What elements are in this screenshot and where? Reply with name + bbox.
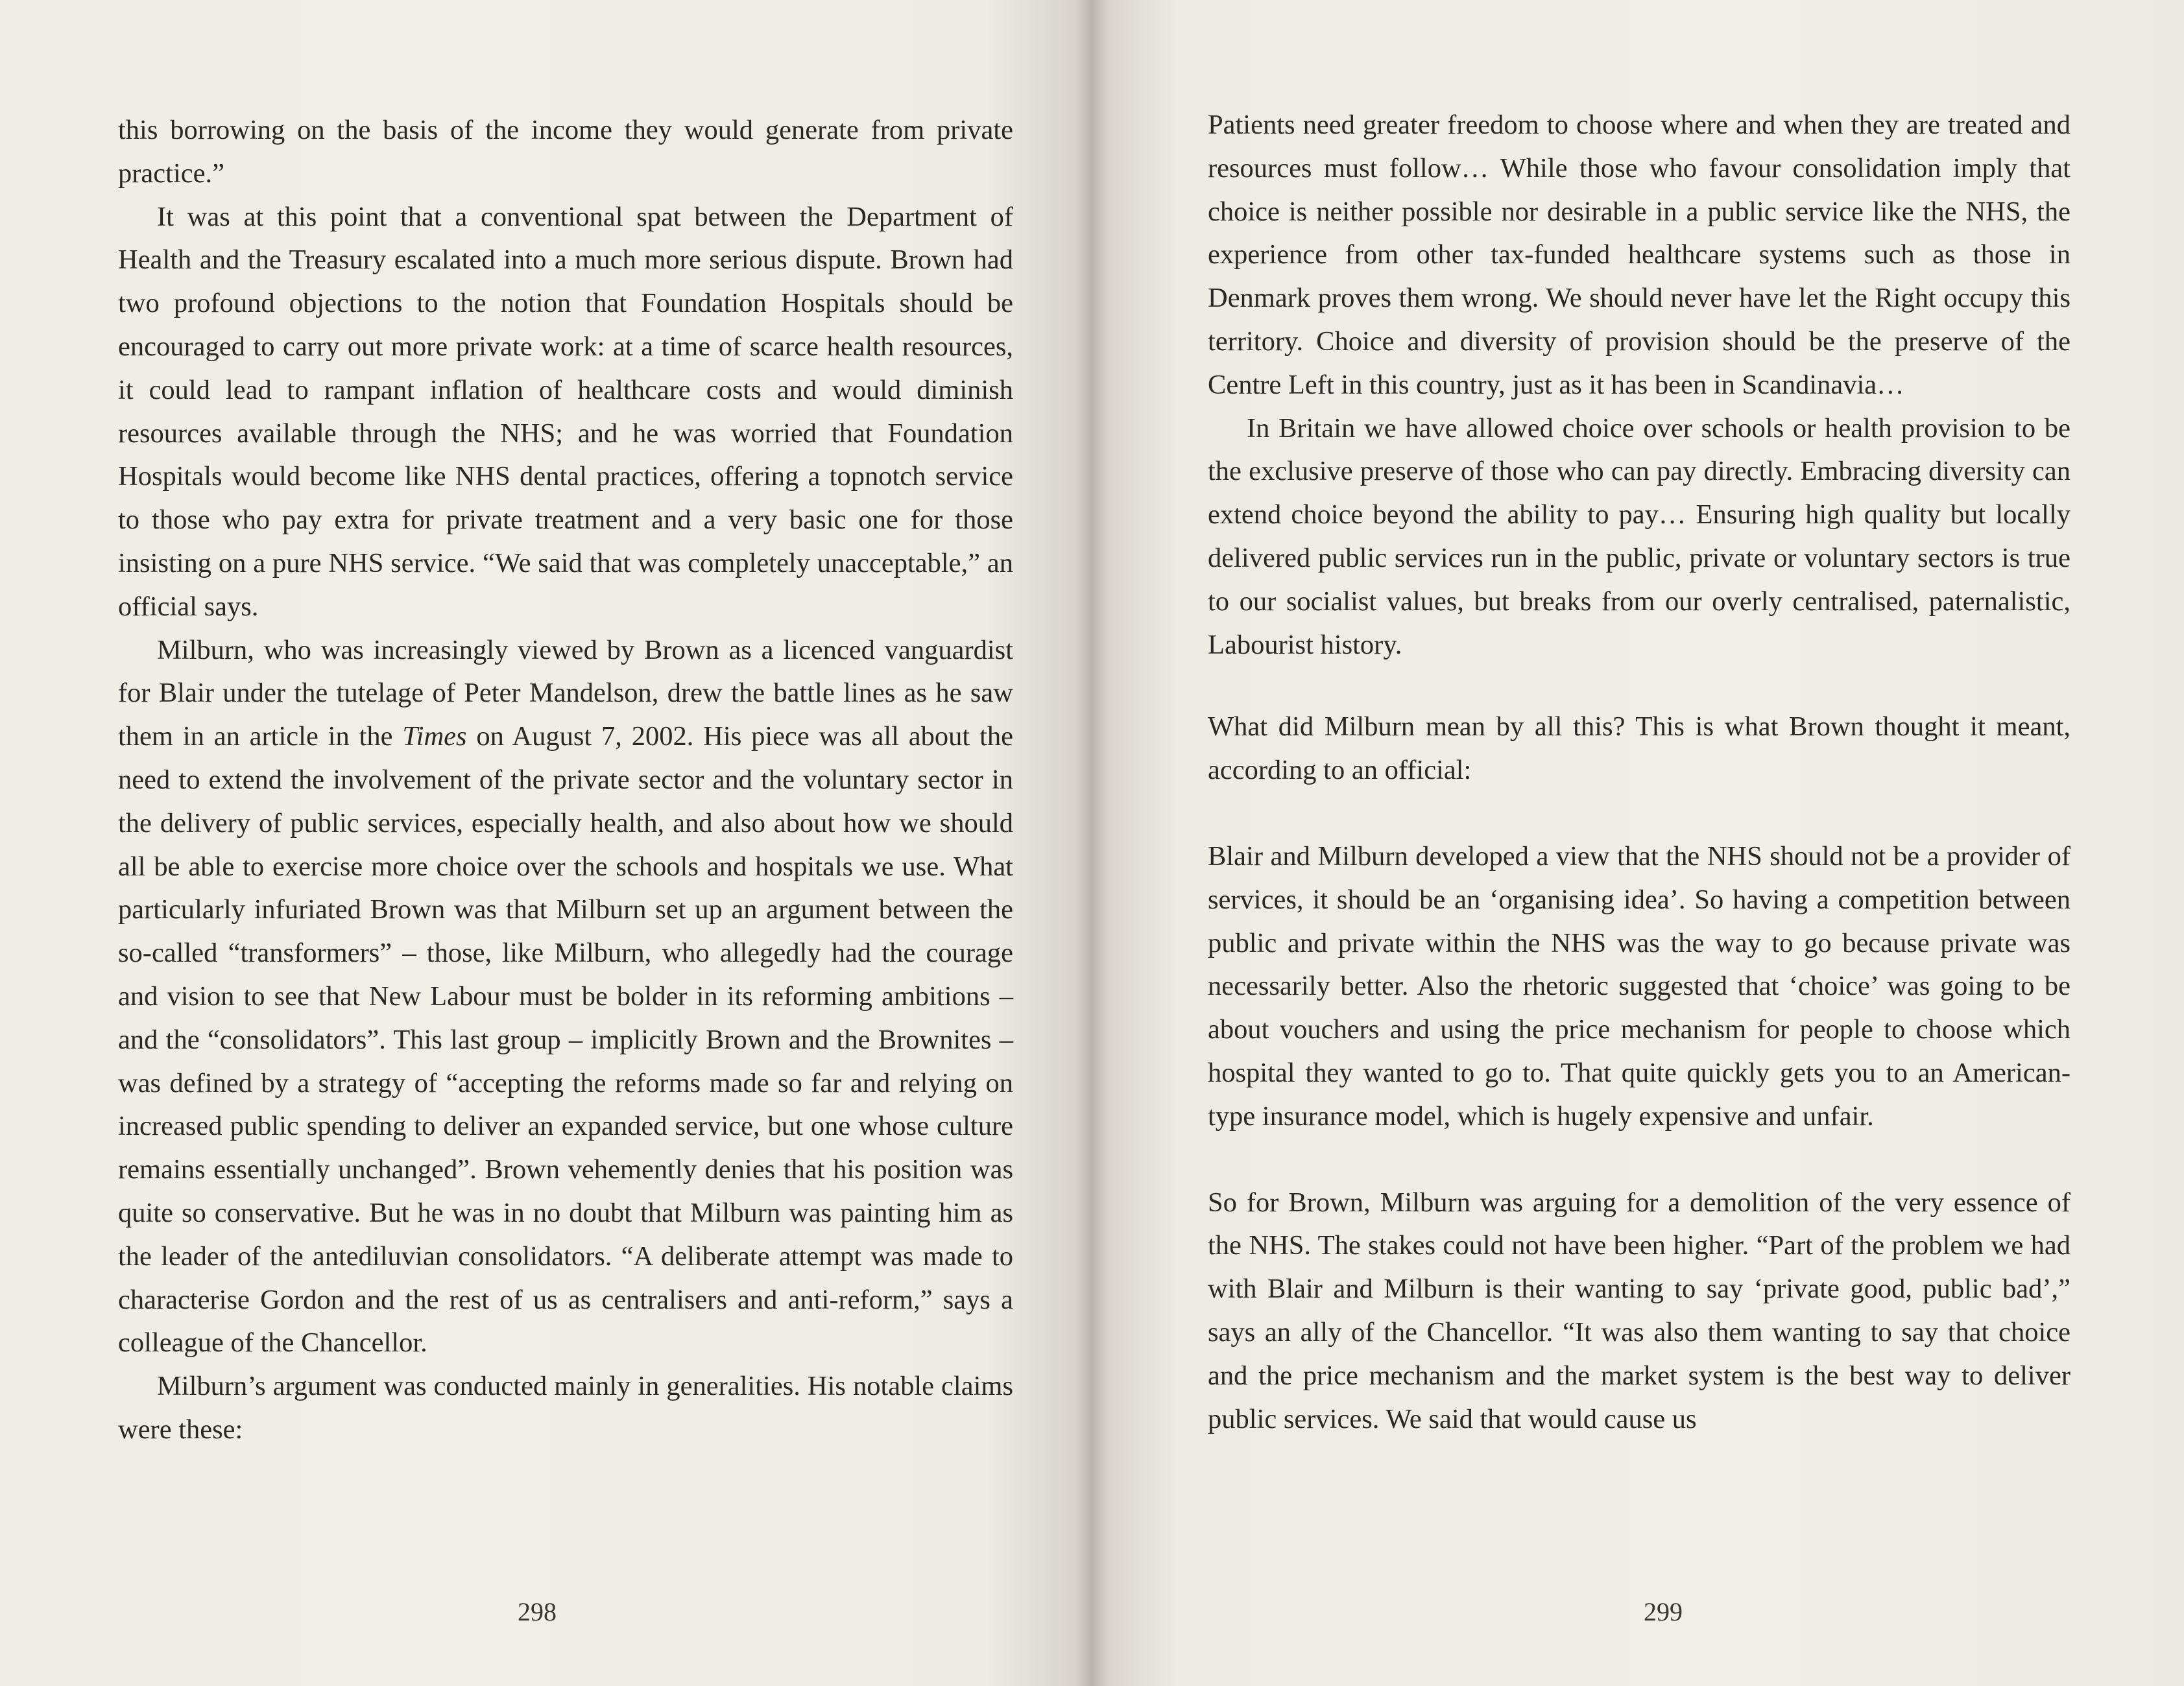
left-page-text: [118, 109, 1013, 1452]
newspaper-title: Times: [402, 721, 467, 752]
paragraph: It was at this point that a conventional spat between the Department of Health and the Treasury escalated into a much more serious dispute. Brown had two profound objections to the notion that Foundation Hospitals should be encouraged to carry out more private work: at a time of scarce health resources, it could lead to rampant inflation of healthcare costs and would diminish resources available through the NHS; and he was worried that Foundation Hospitals would become like NHS dental practices, offering a topnotch service to those who pay extra for private treatment and a very basic one for those insisting on a pure NHS service. “We said that was completely unacceptable,” an official says.: [118, 201, 1013, 622]
page-number: 299: [1644, 1597, 1683, 1626]
block-quote-paragraph: Patients need greater freedom to choose where and when they are treated and resources must follow… While those who favour consolidation imply that choice is neither possible nor desirable in a public service like the NHS, the experience from other tax-funded healthcare systems such as those in Denmark proves them wrong. We should never have let the Right occupy this territory. Choice and diversity of provision should be the preserve of the Centre Left in this country, just as it has been in Scandinavia…: [1208, 110, 2070, 400]
paragraph-text: on August 7, 2002. His piece was all about the need to extend the involvement of the private sector and the voluntary sector in the delivery of public services, especially health, and also about how we should all be able to exercise more choice over the schools and hospitals we use. What particularly infuriated Brown was that Milburn set up an argument between the so-called “transformers” – those, like Milburn, who allegedly had the courage and vision to see that New Labour must be bolder in its reforming ambitions – and the “consolidators”. This last group – implicitly Brown and the Brownites – was defined by a strategy of “accepting the reforms made so far and relying on increased public spending to deliver an expanded service, but one whose culture remains essentially unchanged”. Brown vehemently denies that his position was quite so conservative. But he was in no doubt that Milburn was painting him as the leader of the antediluvian consolidators. “A deliberate attempt was made to characterise Gordon and the rest of us as centralisers and anti-reform,” says a colleague of the Chancellor.: [118, 721, 1013, 1359]
paragraph: this borrowing on the basis of the income they would generate from private practice.”: [118, 115, 1013, 189]
block-quote-paragraph: Blair and Milburn developed a view that the NHS should not be a provider of services, it should be an ‘organising idea’. So having a competition between public and private within the NHS was the way to go because private was necessarily better. Also the rhetoric suggested that ‘choice’ was going to be about vouchers and using the price mechanism for people to choose which hospital they wanted to go to. That quite quickly gets you to an American-type insurance model, which is hugely expensive and unfair.: [1208, 840, 2070, 1132]
paragraph: What did Milburn mean by all this? This is what Brown thought it meant, according to an official:: [1208, 711, 2070, 786]
page-number: 298: [518, 1597, 557, 1626]
paragraph: [118, 629, 1013, 1366]
paragraph: So for Brown, Milburn was arguing for a demolition of the very essence of the NHS. The stakes could not have been higher. “Part of the problem we had with Blair and Milburn is their wanting to say ‘private good, public bad’,” says an ally of the Chancellor. “It was also them wanting to say that choice and the price mechanism and the market system is the best way to deliver public services. We said that would cause us: [1208, 1187, 2070, 1434]
paragraph-text: Milburn, who was increasingly viewed by Brown as a licenced vanguardist for Blair under the tutelage of Peter Mandelson, drew the battle lines as he saw them in an article in the: [118, 634, 1013, 752]
right-page-text: [1208, 104, 2070, 1441]
paragraph: Milburn’s argument was conducted mainly in generalities. His notable claims were these:: [118, 1371, 1013, 1445]
block-quote-paragraph: In Britain we have allowed choice over schools or health provision to be the exclusive preserve of those who can pay directly. Embracing diversity can extend choice beyond the ability to pay… Ensuring high quality but locally delivered public services run in the public, private or voluntary sectors is true to our socialist values, but breaks from our overly centralised, paternalistic, Labourist history.: [1208, 412, 2070, 660]
right-page: [1092, 0, 2184, 1686]
